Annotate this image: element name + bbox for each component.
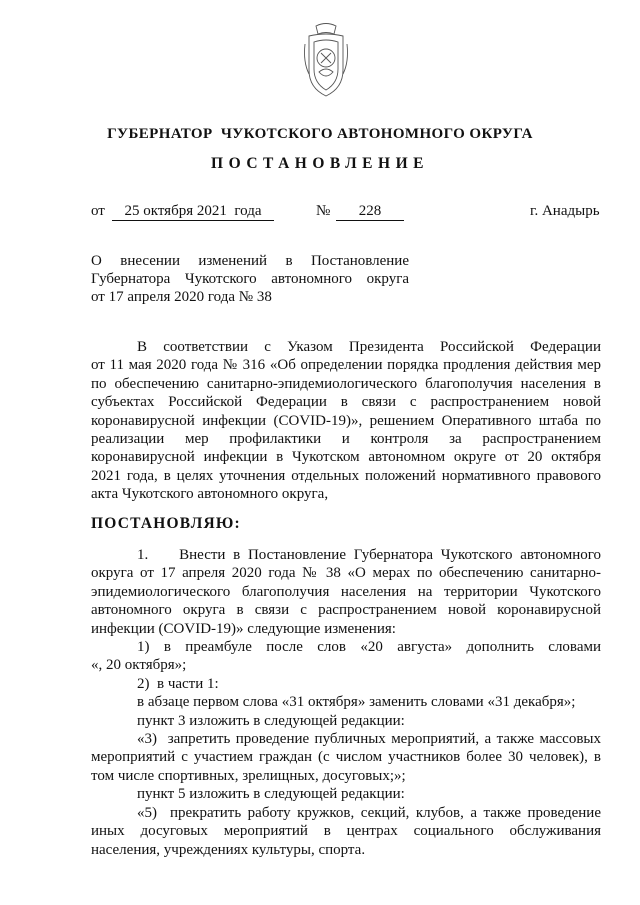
item-line: «, 20 октября»; <box>91 657 187 674</box>
item-line: том числе спортивных, зрелищных, досуговых;»; <box>91 767 406 784</box>
preamble-line: коронавирусной инфекции в Чукотском автономном округе от 20 октября <box>91 449 601 466</box>
item-line: 2) в части 1: <box>137 675 219 692</box>
item-line: инфекции (COVID-19)» следующие изменения: <box>91 620 396 637</box>
item-line: «5) прекратить работу кружков, секций, клубов, а также проведение <box>137 804 601 821</box>
preamble-line: реализации мер профилактики и контроля за распространением <box>91 431 601 448</box>
item-line: эпидемиологического благополучия населения на территории Чукотского <box>91 583 601 600</box>
subject-line: О внесении изменений в Постановление <box>91 253 409 269</box>
preamble-line: коронавирусной инфекции (COVID-19)», решением Оперативного штаба по <box>91 412 601 429</box>
item-line: автономного округа в связи с распространением новой коронавирусной <box>91 602 601 619</box>
item-line: пункт 5 изложить в следующей редакции: <box>137 786 405 803</box>
resolution-items <box>91 546 601 859</box>
preamble-line: В соответствии с Указом Президента Российской Федерации <box>137 339 601 355</box>
item-line: 1) в преамбуле после слов «20 августа» дополнить словами <box>137 639 601 656</box>
document-date: 25 октября 2021 года <box>112 202 274 221</box>
item-line: «3) запретить проведение публичных мероприятий, а также массовых <box>137 731 601 748</box>
date-prefix: от <box>91 203 105 219</box>
coat-of-arms-emblem <box>301 22 351 102</box>
item-line: иных досуговых мероприятий в центрах социального обслуживания <box>91 823 601 840</box>
item-line: 1. Внести в Постановление Губернатора Чукотского автономного <box>137 547 601 563</box>
document-number: 228 <box>336 202 404 221</box>
preamble-paragraph <box>91 338 601 504</box>
subject-line: Губернатора Чукотского автономного округа <box>91 271 409 287</box>
preamble-line: 2021 года, в целях уточнения отдельных положений нормативного правового <box>91 467 601 484</box>
preamble-line: акта Чукотского автономного округа, <box>91 486 329 503</box>
document-type-title: ПОСТАНОВЛЕНИЕ <box>211 155 429 172</box>
item-line: мероприятий с участием граждан (с числом участников более 30 человек), в <box>91 749 601 766</box>
preamble-line: субъектах Российской Федерации в связи с распространением новой <box>91 394 601 411</box>
issuing-authority: ГУБЕРНАТОР ЧУКОТСКОГО АВТОНОМНОГО ОКРУГА <box>107 126 533 142</box>
item-line: в абзаце первом слова «31 октября» заменить словами «31 декабря»; <box>137 694 576 711</box>
preamble-line: от 11 мая 2020 года № 316 «Об определении порядка продления действия мер <box>91 357 601 374</box>
subject-line: от 17 апреля 2020 года № 38 <box>91 289 272 305</box>
preamble-line: по обеспечению санитарно-эпидемиологического благополучия населения в <box>91 375 601 392</box>
number-prefix: № <box>316 203 331 219</box>
item-line: округа от 17 апреля 2020 года № 38 «О мерах по обеспечению санитарно- <box>91 565 601 582</box>
item-line: населения, учреждениях культуры, спорта. <box>91 841 366 858</box>
document-subject <box>91 252 409 306</box>
resolve-heading: ПОСТАНОВЛЯЮ: <box>91 515 241 532</box>
item-line: пункт 3 изложить в следующей редакции: <box>137 712 405 729</box>
document-place: г. Анадырь <box>530 203 600 219</box>
